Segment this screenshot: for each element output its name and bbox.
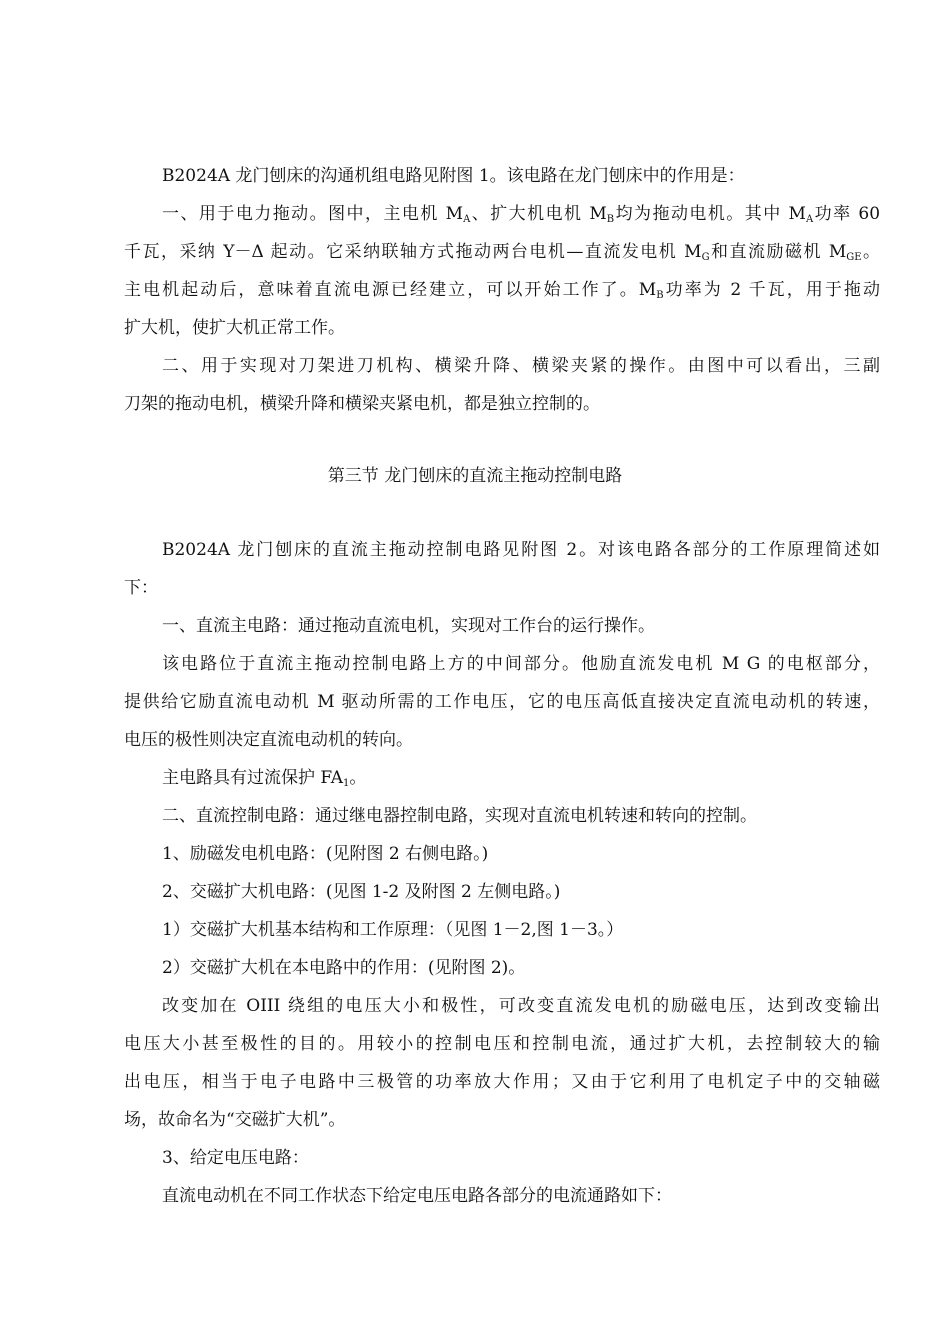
text-run: 1）交磁扩大机基本结构和工作原理：（见图 1－2,图 1－3。） xyxy=(162,920,624,940)
text-run: 2、交磁扩大机电路：(见图 1-2 及附图 2 左侧电路。) xyxy=(162,882,561,902)
paragraph-dc-control-circuit xyxy=(162,804,880,828)
text-run: 均为拖动电机。其中 M xyxy=(614,204,806,224)
text-run: 一、直流主电路：通过拖动直流电机，实现对工作台的运行操作。 xyxy=(162,616,655,636)
text-run: 功率为 2 千瓦，用于拖动 xyxy=(663,280,881,300)
text-run: B2024A 龙门刨床的直流主拖动控制电路见附图 2。对该电路各部分的工作原理简述如 xyxy=(162,540,880,560)
text-run: 改变加在 OIII 绕组的电压大小和极性，可改变直流发电机的励磁电压，达到改变输出 xyxy=(162,996,880,1016)
text-run: 场，故命名为“交磁扩大机”。 xyxy=(124,1110,346,1130)
text-run: 扩大机，使扩大机正常工作。 xyxy=(124,318,345,338)
paragraph-circuit-desc-line-3 xyxy=(124,728,880,752)
text-run: 第三节 龙门刨床的直流主拖动控制电路 xyxy=(327,466,623,486)
subscript-text: G xyxy=(701,252,710,263)
text-run: 1、励磁发电机电路：(见附图 2 右侧电路。) xyxy=(162,844,489,864)
text-run: 主电机起动后，意味着直流电源已经建立，可以开始工作了。M xyxy=(124,280,657,300)
paragraph-power-drag-line-4 xyxy=(124,316,880,340)
text-run: 电压大小甚至极性的目的。用较小的控制电压和控制电流，通过扩大机，去控制较大的输 xyxy=(124,1034,880,1054)
text-run: 功率 60 xyxy=(813,204,881,224)
paragraph-power-drag-line-2 xyxy=(124,240,880,264)
text-run: 电压的极性则决定直流电动机的转向。 xyxy=(124,730,413,750)
paragraph-overcurrent-protection xyxy=(162,766,880,790)
list-item-reference-voltage xyxy=(162,1146,880,1170)
text-run: 3、给定电压电路： xyxy=(162,1148,309,1168)
text-run: 二、直流控制电路：通过继电器控制电路，实现对直流电机转速和转向的控制。 xyxy=(162,806,757,826)
list-item-excitation-generator xyxy=(162,842,880,866)
paragraph-dc-main-circuit xyxy=(162,614,880,638)
subscript-text: GE xyxy=(846,252,862,263)
text-run: 提供给它励直流电动机 M 驱动所需的工作电压，它的电压高低直接决定直流电动机的转速， xyxy=(124,692,880,712)
text-run: 下： xyxy=(124,578,158,598)
paragraph-circuit-desc-line-2 xyxy=(124,690,880,714)
text-run: 和直流励磁机 M xyxy=(709,242,847,262)
text-run: 该电路位于直流主拖动控制电路上方的中间部分。他励直流发电机 M G 的电枢部分， xyxy=(162,654,880,674)
paragraph-current-paths xyxy=(162,1184,880,1208)
text-run: 。 xyxy=(349,768,367,788)
list-item-amplidyne-circuit xyxy=(162,880,880,904)
text-run: 二、用于实现对刀架进刀机构、横梁升降、横梁夹紧的操作。由图中可以看出，三副 xyxy=(162,356,880,376)
text-run: 直流电动机在不同工作状态下给定电压电路各部分的电流通路如下： xyxy=(162,1186,672,1206)
text-run: 出电压，相当于电子电路中三极管的功率放大作用；又由于它利用了电机定子中的交轴磁 xyxy=(124,1072,880,1092)
text-run: B2024A 龙门刨床的沟通机组电路见附图 1。该电路在龙门刨床中的作用是： xyxy=(162,166,745,186)
paragraph-tool-control-line-1 xyxy=(162,354,880,378)
paragraph-circuit-desc-line-1 xyxy=(162,652,880,676)
subscript-text: A xyxy=(805,214,814,225)
paragraph-amplidyne-line-3 xyxy=(124,1070,880,1094)
paragraph-amplidyne-line-4 xyxy=(124,1108,880,1132)
list-subitem-amplidyne-role xyxy=(162,956,880,980)
paragraph-power-drag-line-3 xyxy=(124,278,880,302)
paragraph-intro-1 xyxy=(162,164,880,188)
text-run: 。 xyxy=(861,242,881,262)
paragraph-tool-control-line-2 xyxy=(124,392,880,416)
paragraph-amplidyne-line-2 xyxy=(124,1032,880,1056)
list-subitem-amplidyne-structure xyxy=(162,918,880,942)
text-run: 2）交磁扩大机在本电路中的作用：(见附图 2)。 xyxy=(162,958,526,978)
section-heading xyxy=(0,464,950,488)
text-run: 一、用于电力拖动。图中，主电机 M xyxy=(162,204,464,224)
subscript-text: 1 xyxy=(343,778,350,789)
paragraph-amplidyne-line-1 xyxy=(162,994,880,1018)
text-run: 、扩大机电机 M xyxy=(470,204,607,224)
text-run: 千瓦，采纳 Y－Δ 起动。它采纳联轴方式拖动两台电机—直流发电机 M xyxy=(124,242,702,262)
text-run: 主电路具有过流保护 FA xyxy=(162,768,343,788)
text-run: 刀架的拖动电机，横梁升降和横梁夹紧电机，都是独立控制的。 xyxy=(124,394,600,414)
subscript-text: B xyxy=(656,290,664,301)
paragraph-dc-intro-line-1 xyxy=(162,538,880,562)
paragraph-power-drag-line-1 xyxy=(162,202,880,226)
subscript-text: B xyxy=(606,214,615,225)
subscript-text: A xyxy=(463,214,471,225)
paragraph-dc-intro-line-2 xyxy=(124,576,880,600)
